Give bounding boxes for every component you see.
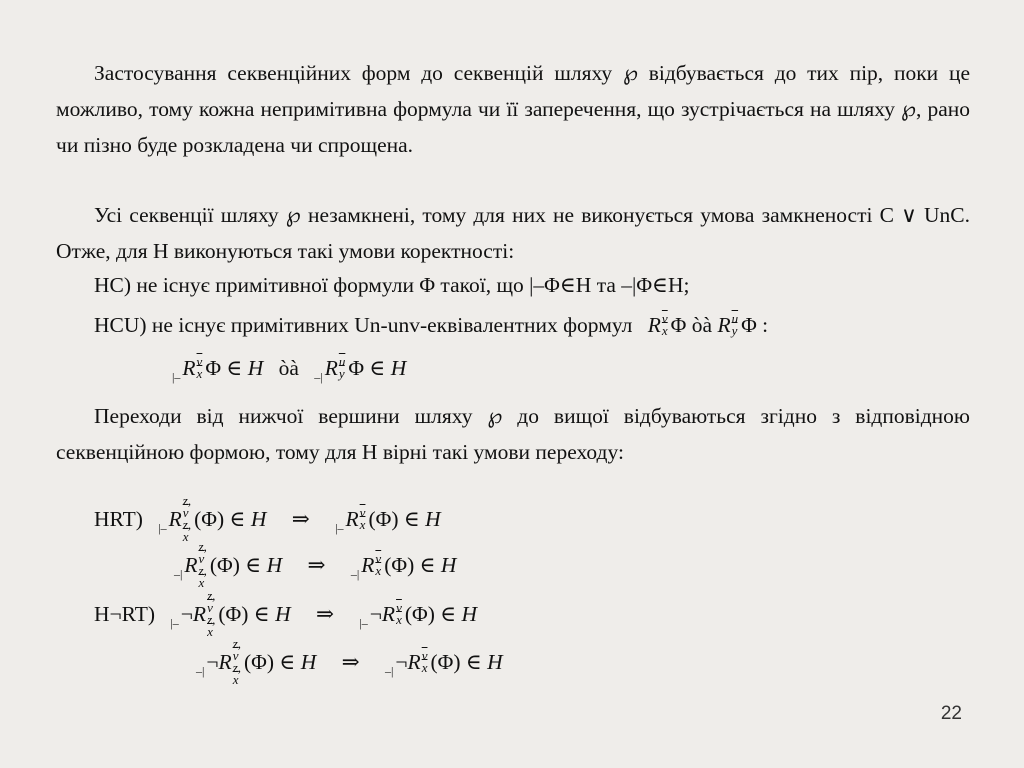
paragraph-3-text: Переходи від нижчої вершини шляху ℘ до вищої відбуваються згідно з відповідною секвенційною формою, тому для H вірні такі умови переходу: <box>56 404 970 464</box>
rule-hrt-2: $_{-|}$R z, $\overline{v}$ z, $\overline{x}$ (Φ) ∈ H ⇒ $_{-|}$R $\frac{\overline{v}}{x}$ (Φ) ∈ H <box>174 539 457 590</box>
condition-hcu-text: HCU) не існує примітивних Un-unv-еквівалентних формул <box>94 313 633 337</box>
hcu-line-separator: òà <box>278 356 299 380</box>
paragraph-3 <box>56 398 970 470</box>
hcu-formula-line: $_{|-}$R $\frac{\overline{v}}{x}$ Φ ∈ H òà $_{-|}$R $\frac{\overline{u}}{y}$ Φ ∈ H <box>172 354 407 384</box>
paragraph-1 <box>56 55 970 163</box>
paragraph-2 <box>56 197 970 269</box>
paragraph-1-text: Застосування секвенційних форм до секвенцій шляху ℘ відбувається до тих пір, поки це можливо, тому кожна непримітивна формула чи її заперечення, що зустрічається на шляху ℘, рано чи пізно буде розкладена чи спрощена. <box>56 61 970 157</box>
condition-hc <box>94 270 689 300</box>
rule-hrt-label: HRT) <box>94 506 143 531</box>
implies-icon: ⇒ <box>341 649 360 674</box>
implies-icon: ⇒ <box>307 552 326 577</box>
rule-hrt-1: HRT) $_{|-}$R z, $\overline{v}$ z, $\overline{x}$ (Φ) ∈ H ⇒ $_{|-}$R $\frac{\overline{v}}{x}$ (Φ) ∈ H <box>94 493 441 544</box>
hcu-formula-pair: R $\frac{\overline{v}}{x}$ Φ òà R $\frac{\overline{u}}{y}$ Φ : <box>647 311 769 339</box>
rule-hnrt-label: H¬RT) <box>94 601 155 626</box>
implies-icon: ⇒ <box>291 506 310 531</box>
condition-hcu <box>94 310 768 340</box>
page-number: 22 <box>940 703 962 724</box>
rule-hnrt-2: $_{-|}$¬R z, $\overline{v}$ z, $\overline{x}$ (Φ) ∈ H ⇒ $_{-|}$¬R $\frac{\overline{v}}{x}$ (Φ) ∈ H <box>196 636 503 687</box>
rule-hnrt-1: H¬RT) $_{|-}$¬R z, $\overline{v}$ z, $\overline{x}$ (Φ) ∈ H ⇒ $_{|-}$¬R $\frac{\overline{v}}{x}$ (Φ) ∈ H <box>94 588 478 639</box>
condition-hc-text: HC) не існує примітивної формули Φ такої, що |–Φ∈H та –|Φ∈H; <box>94 273 690 297</box>
hcu-separator: òà <box>691 313 713 337</box>
paragraph-2-text: Усі секвенції шляху ℘ незамкнені, тому для них не виконується умова замкненості C ∨ UnC. Отже, для H виконуються такі умови коректності: <box>56 203 970 263</box>
implies-icon: ⇒ <box>315 601 334 626</box>
